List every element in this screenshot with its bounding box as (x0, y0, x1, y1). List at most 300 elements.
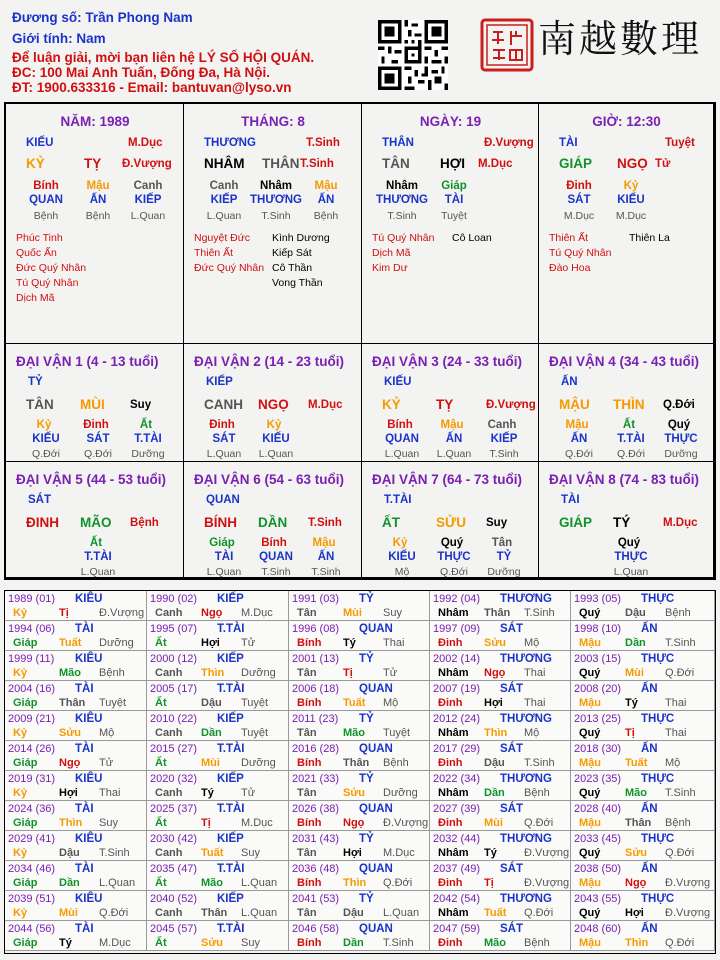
shensha-item: Đào Hoa (549, 262, 591, 274)
year-branch: Sửu (343, 787, 366, 799)
dai-van-title: ĐẠI VẬN 1 (4 - 13 tuổi) (16, 354, 159, 369)
year-branch: Thân (343, 757, 370, 769)
year-stem: Kỷ (13, 667, 28, 679)
dai-van-hidden-star: TÀI (214, 551, 234, 563)
year-branch: Tị (201, 817, 211, 829)
year-state: L.Quan (241, 907, 278, 919)
year-state: Q.Đới (665, 847, 695, 859)
dai-van-state: Suy (486, 517, 508, 529)
year-star: KIẾP (217, 833, 244, 845)
year-cell (571, 591, 715, 621)
year-label: 2007 (19) (433, 683, 481, 695)
year-star: TÀI (75, 803, 94, 815)
year-cell (5, 621, 147, 651)
dai-van-hidden-star: KIẾU (32, 433, 60, 445)
dai-van-stem: ĐINH (26, 515, 59, 530)
dai-van-hidden-state: L.Quan (258, 448, 294, 460)
dai-van-title: ĐẠI VẬN 8 (74 - 83 tuổi) (549, 472, 700, 487)
pillar-cell (362, 104, 539, 344)
year-stem: Giáp (13, 817, 38, 829)
dai-van-hidden-state: Q.Đới (84, 448, 112, 460)
year-cell (430, 771, 571, 801)
hidden-stem: Kỷ (623, 180, 639, 192)
year-cell (147, 861, 289, 891)
year-branch: Sửu (484, 637, 507, 649)
year-state: L.Quan (383, 907, 420, 919)
year-label: 1997 (09) (433, 623, 481, 635)
shensha-item: Thiên Ất (549, 232, 589, 244)
year-stem: Giáp (13, 877, 38, 889)
shensha-item: Kiếp Sát (272, 247, 312, 259)
can-state: Tuyệt (665, 137, 695, 149)
year-label: 2048 (60) (574, 923, 622, 935)
hidden-star: KIẾU (617, 194, 645, 206)
year-stem: Nhâm (438, 667, 469, 679)
dai-van-star: QUAN (206, 494, 240, 506)
year-label: 2006 (18) (292, 683, 340, 695)
dai-van-hidden-state: L.Quan (80, 566, 116, 578)
year-star: THỰC (641, 713, 675, 725)
year-cell (571, 921, 715, 951)
year-label: 1998 (10) (574, 623, 622, 635)
year-star: ẤN (641, 863, 658, 875)
year-state: Q.Đới (383, 877, 413, 889)
contact-phone-email[interactable]: ĐT: 1900.633316 - Email: bantuvan@lyso.vn (12, 80, 292, 95)
dai-van-cell (539, 462, 714, 578)
dai-van-hidden-star: THỰC (437, 551, 471, 563)
year-label: 2000 (12) (150, 653, 198, 665)
year-star: SÁT (500, 803, 523, 815)
dai-van-branch: SỬU (436, 515, 466, 530)
earth-branch: NGỌ (617, 156, 648, 171)
year-state: T.Sinh (383, 937, 414, 949)
shensha-item: Quốc Ấn (16, 247, 57, 259)
year-label: 2022 (34) (433, 773, 481, 785)
dai-van-star: SÁT (28, 494, 51, 506)
year-state: T.Sinh (524, 757, 555, 769)
year-star: T.TÀI (217, 863, 245, 875)
year-stem: Nhâm (438, 727, 469, 739)
year-star: SÁT (500, 743, 523, 755)
dai-van-hidden-state: Dưỡng (664, 448, 698, 460)
year-branch: Tý (201, 787, 214, 799)
year-label: 2014 (26) (8, 743, 56, 755)
year-star: THƯƠNG (500, 653, 552, 665)
year-state: Đ.Vượng (99, 607, 145, 619)
dai-van-hidden-stem: Ất (139, 419, 153, 431)
year-stem: Bính (297, 637, 322, 649)
year-label: 1994 (06) (8, 623, 56, 635)
dai-van-branch: THÌN (613, 397, 645, 412)
year-star: KIẾP (217, 713, 244, 725)
qr-code-icon[interactable] (378, 20, 448, 90)
dai-van-hidden-star: ẤN (445, 433, 463, 445)
year-label: 2038 (50) (574, 863, 622, 875)
year-label: 2040 (52) (150, 893, 198, 905)
year-branch: Hợi (343, 847, 362, 859)
client-gender: Giới tính: Nam (12, 31, 106, 46)
year-state: Bệnh (665, 817, 691, 829)
dai-van-cell (184, 462, 362, 578)
dai-van-hidden-state: Mộ (394, 566, 410, 578)
year-cell (289, 711, 430, 741)
year-branch: Mão (625, 787, 647, 799)
year-state: Bệnh (524, 787, 550, 799)
shensha-item: Đức Quý Nhân (16, 262, 87, 274)
year-stem: Ất (155, 637, 167, 649)
dai-van-cell (362, 462, 539, 578)
year-stem: Quý (579, 727, 601, 739)
year-label: 2039 (51) (8, 893, 56, 905)
can-star: KIẾU (26, 137, 54, 149)
dai-van-hidden-state: T.Sinh (311, 566, 341, 578)
year-branch: Dần (343, 937, 364, 949)
dai-van-cell (539, 344, 714, 462)
dai-van-hidden-star: SÁT (212, 433, 236, 445)
dai-van-hidden-stem: Ất (622, 419, 636, 431)
year-label: 2018 (30) (574, 743, 622, 755)
year-state: Suy (99, 817, 118, 829)
year-state: Thai (383, 637, 405, 649)
branch-state: Đ.Vượng (122, 158, 172, 170)
dai-van-stem: KỶ (382, 397, 401, 412)
year-branch: Dậu (484, 757, 505, 769)
year-star: T.TÀI (217, 803, 245, 815)
year-cell (289, 891, 430, 921)
year-star: QUAN (359, 803, 393, 815)
year-stem: Quý (579, 607, 601, 619)
pillar-title: NGÀY: 19 (419, 114, 482, 129)
dai-van-hidden-star: QUAN (259, 551, 293, 563)
year-label: 2041 (53) (292, 893, 340, 905)
year-cell (571, 891, 715, 921)
shensha-item: Thiên Ất (194, 247, 234, 259)
year-stem: Đinh (438, 937, 463, 949)
year-cell (571, 681, 715, 711)
dai-van-state: M.Dục (308, 399, 343, 411)
year-star: T.TÀI (217, 623, 245, 635)
hidden-state: L.Quan (130, 210, 166, 222)
year-branch: Tị (625, 727, 635, 739)
shensha-item: Kình Dương (272, 232, 330, 244)
year-stem: Tân (297, 607, 317, 619)
dai-van-star: ẤN (561, 376, 578, 388)
yearly-luck-table (4, 590, 716, 954)
dai-van-cell (6, 344, 184, 462)
year-cell (571, 771, 715, 801)
dai-van-branch: NGỌ (258, 397, 289, 412)
year-branch: Thân (484, 607, 511, 619)
year-star: THƯƠNG (500, 833, 552, 845)
hidden-star: QUAN (29, 194, 63, 206)
year-cell (430, 891, 571, 921)
dai-van-star: T.TÀI (384, 494, 412, 506)
year-star: KIẾP (217, 893, 244, 905)
shensha-item: Đức Quý Nhân (194, 262, 265, 274)
year-cell (571, 801, 715, 831)
year-star: THƯƠNG (500, 593, 552, 605)
dai-van-hidden-stem: Mậu (440, 419, 464, 431)
year-stem: Quý (579, 907, 601, 919)
dai-van-hidden-state: Q.Đới (440, 566, 468, 578)
year-stem: Đinh (438, 817, 463, 829)
year-stem: Bính (297, 817, 322, 829)
hidden-state: T.Sinh (261, 210, 291, 222)
year-stem: Mậu (579, 757, 601, 769)
year-star: SÁT (500, 623, 523, 635)
year-cell (430, 741, 571, 771)
year-cell (289, 861, 430, 891)
year-state: Thai (99, 787, 121, 799)
branch-state: M.Dục (478, 158, 513, 170)
dai-van-hidden-star: ẤN (317, 551, 335, 563)
year-label: 1989 (01) (8, 593, 56, 605)
year-state: Thai (524, 697, 546, 709)
year-state: Q.Đới (524, 817, 554, 829)
year-label: 2011 (23) (292, 713, 339, 725)
dai-van-hidden-star: T.TÀI (134, 433, 162, 445)
shensha-item: Dịch Mã (16, 292, 55, 304)
dai-van-hidden-state: L.Quan (436, 448, 472, 460)
pillar-cell (184, 104, 362, 344)
dai-van-title: ĐẠI VẬN 2 (14 - 23 tuổi) (194, 354, 345, 369)
dai-van-hidden-state: T.Sinh (261, 566, 291, 578)
year-star: THỰC (641, 653, 675, 665)
year-cell (571, 831, 715, 861)
year-label: 2042 (54) (433, 893, 481, 905)
year-label: 1992 (04) (433, 593, 481, 605)
year-stem: Đinh (438, 637, 463, 649)
year-label: 2033 (45) (574, 833, 622, 845)
year-state: Đ.Vượng (383, 817, 429, 829)
year-label: 1999 (11) (8, 653, 55, 665)
year-branch: Ngọ (625, 877, 647, 889)
hidden-star: ẤN (89, 194, 107, 206)
year-star: TỶ (359, 893, 374, 905)
year-label: 2029 (41) (8, 833, 56, 845)
hidden-stem: Mậu (314, 180, 338, 192)
year-branch: Tuất (343, 697, 366, 709)
year-cell (430, 621, 571, 651)
year-star: ẤN (641, 803, 658, 815)
shensha-item: Dịch Mã (372, 247, 411, 259)
dai-van-stem: BÍNH (204, 515, 237, 530)
year-cell (571, 861, 715, 891)
shensha-item: Tú Quý Nhân (372, 232, 435, 244)
year-cell (289, 831, 430, 861)
dai-van-hidden-star: KIẾP (490, 433, 518, 445)
dai-van-hidden-stem: Giáp (209, 537, 235, 549)
dai-van-state: Suy (130, 399, 152, 411)
heaven-stem: KỶ (26, 156, 45, 171)
dai-van-hidden-stem: Bính (261, 537, 287, 549)
dai-van-hidden-star: T.TÀI (84, 551, 112, 563)
year-branch: Ngọ (484, 667, 506, 679)
hidden-star: ẤN (317, 194, 335, 206)
year-label: 2001 (13) (292, 653, 340, 665)
year-state: Tử (241, 637, 256, 649)
can-star: TÀI (559, 137, 578, 149)
can-state: Đ.Vượng (484, 137, 534, 149)
year-label: 2005 (17) (150, 683, 198, 695)
year-label: 2035 (47) (150, 863, 198, 875)
year-stem: Ất (155, 697, 167, 709)
pillar-title: THÁNG: 8 (241, 114, 305, 129)
dai-van-hidden-stem: Ất (89, 537, 103, 549)
dai-van-hidden-stem: Bính (387, 419, 413, 431)
year-cell (147, 921, 289, 951)
year-branch: Dần (201, 727, 222, 739)
can-state: T.Sinh (306, 137, 340, 149)
year-state: L.Quan (99, 877, 136, 889)
year-branch: Hợi (201, 637, 220, 649)
branch-state: T.Sinh (300, 158, 334, 170)
dai-van-hidden-star: QUAN (385, 433, 419, 445)
year-label: 2017 (29) (433, 743, 481, 755)
dai-van-hidden-star: T.TÀI (617, 433, 645, 445)
year-state: Mộ (383, 697, 399, 709)
year-cell (5, 801, 147, 831)
pillar-title: GIỜ: 12:30 (592, 114, 661, 129)
dai-van-title: ĐẠI VẬN 6 (54 - 63 tuổi) (194, 472, 345, 487)
year-branch: Dậu (625, 607, 646, 619)
year-branch: Thân (625, 817, 652, 829)
dai-van-hidden-state: Q.Đới (617, 448, 645, 460)
year-cell (289, 741, 430, 771)
year-stem: Ất (155, 877, 167, 889)
year-cell (430, 681, 571, 711)
earth-branch: HỢI (440, 156, 466, 171)
year-cell (147, 651, 289, 681)
dai-van-stem: ẤT (382, 515, 400, 530)
year-stem: Tân (297, 727, 317, 739)
year-star: SÁT (500, 863, 523, 875)
year-star: TÀI (75, 863, 94, 875)
year-star: TÀI (75, 923, 94, 935)
year-star: KIÊU (75, 593, 103, 605)
year-state: Q.Đới (99, 907, 129, 919)
hidden-state: L.Quan (206, 210, 242, 222)
year-label: 2043 (55) (574, 893, 622, 905)
year-state: Mộ (524, 637, 540, 649)
year-cell (289, 921, 430, 951)
year-stem: Canh (155, 787, 183, 799)
year-stem: Mậu (579, 697, 601, 709)
year-star: TÀI (75, 623, 94, 635)
shensha-item: Nguyệt Đức (194, 232, 251, 244)
year-stem: Kỷ (13, 847, 28, 859)
dai-van-hidden-star: THỰC (614, 551, 648, 563)
year-state: Dưỡng (383, 787, 418, 799)
year-label: 2019 (31) (8, 773, 56, 785)
year-stem: Canh (155, 847, 183, 859)
year-cell (5, 831, 147, 861)
year-star: TÀI (75, 683, 94, 695)
year-state: Tử (383, 667, 398, 679)
year-cell (430, 921, 571, 951)
dai-van-star: KIẾU (384, 376, 412, 388)
year-state: Mộ (99, 727, 115, 739)
year-stem: Canh (155, 607, 183, 619)
year-label: 2025 (37) (150, 803, 198, 815)
year-star: ẤN (641, 623, 658, 635)
hidden-stem: Giáp (441, 180, 467, 192)
shensha-item: Tú Quý Nhân (549, 247, 612, 259)
year-cell (147, 801, 289, 831)
year-state: M.Dục (241, 607, 273, 619)
year-label: 2024 (36) (8, 803, 56, 815)
dai-van-hidden-stem: Quý (617, 537, 641, 549)
year-label: 2030 (42) (150, 833, 198, 845)
year-label: 2003 (15) (574, 653, 622, 665)
year-cell (289, 591, 430, 621)
can-star: THƯƠNG (204, 137, 256, 149)
dai-van-title: ĐẠI VẬN 7 (64 - 73 tuổi) (372, 472, 523, 487)
year-stem: Quý (579, 847, 601, 859)
dai-van-branch: TỴ (436, 397, 454, 412)
year-label: 2044 (56) (8, 923, 56, 935)
year-stem: Quý (579, 787, 601, 799)
year-cell (5, 891, 147, 921)
year-state: Q.Đới (524, 907, 554, 919)
year-star: KIẾP (217, 773, 244, 785)
year-label: 1990 (02) (150, 593, 198, 605)
hidden-state: T.Sinh (387, 210, 417, 222)
year-branch: Mão (201, 877, 223, 889)
year-branch: Tuất (59, 637, 82, 649)
year-stem: Ất (155, 937, 167, 949)
year-cell (147, 591, 289, 621)
year-branch: Tuất (484, 907, 507, 919)
dai-van-branch: TÝ (613, 515, 631, 530)
year-branch: Tuất (625, 757, 648, 769)
year-cell (5, 681, 147, 711)
dai-van-star: TÀI (561, 494, 580, 506)
heaven-stem: TÂN (382, 156, 410, 171)
year-state: T.Sinh (524, 607, 555, 619)
dai-van-cell (362, 344, 539, 462)
year-cell (147, 711, 289, 741)
year-label: 2009 (21) (8, 713, 56, 725)
year-state: Đ.Vượng (665, 907, 711, 919)
bazi-chart (4, 102, 716, 580)
year-state: Tuyệt (241, 697, 269, 709)
year-branch: Sửu (201, 937, 224, 949)
contact-address: ĐC: 100 Mai Anh Tuấn, Đống Đa, Hà Nội. (12, 65, 271, 80)
year-branch: Thìn (625, 937, 649, 949)
year-label: 1996 (08) (292, 623, 340, 635)
year-state: Mộ (665, 757, 681, 769)
year-branch: Mùi (484, 817, 503, 829)
year-star: KIÊU (75, 893, 103, 905)
year-star: KIÊU (75, 653, 103, 665)
year-star: THƯƠNG (500, 713, 552, 725)
hidden-stem: Canh (133, 180, 163, 192)
hidden-stem: Bính (33, 180, 59, 192)
year-cell (5, 711, 147, 741)
year-state: T.Sinh (99, 847, 130, 859)
year-star: T.TÀI (217, 683, 245, 695)
dai-van-hidden-state: L.Quan (206, 448, 242, 460)
year-branch: Dần (484, 787, 505, 799)
year-label: 2027 (39) (433, 803, 481, 815)
year-state: Tử (99, 757, 114, 769)
year-stem: Quý (579, 667, 601, 679)
year-branch: Hợi (484, 697, 503, 709)
year-state: Suy (383, 607, 402, 619)
year-branch: Sửu (625, 847, 648, 859)
hidden-star: THƯƠNG (376, 194, 428, 206)
